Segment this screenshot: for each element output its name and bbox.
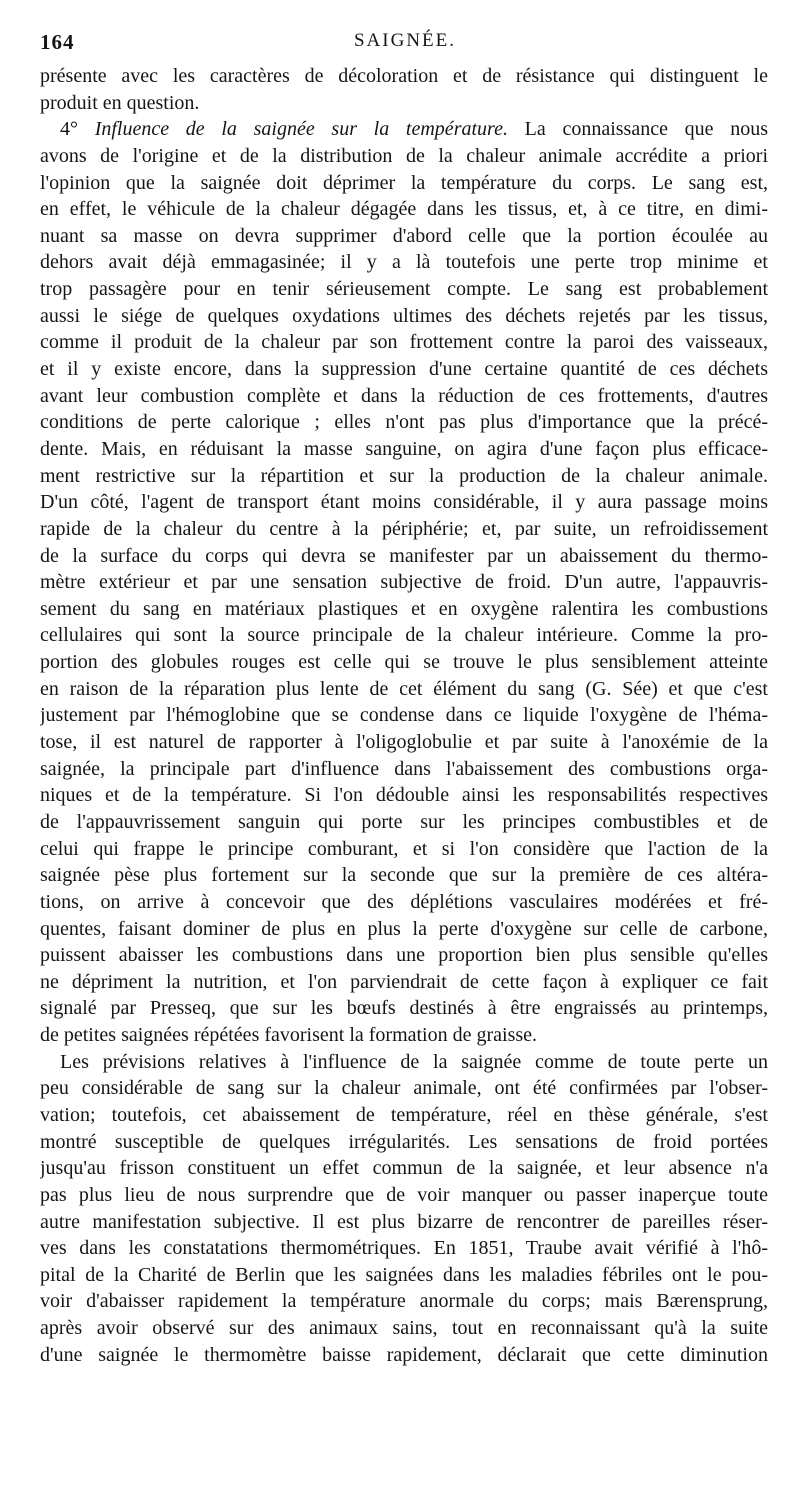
text-line: niques et de la température. Si l'on dédouble ainsi les responsabilités respectives: [40, 784, 768, 807]
section-number: 4°: [60, 118, 78, 141]
text-line: peu considérable de sang sur la chaleur animale, ont été confirmées par l'obser-: [40, 1077, 768, 1100]
text-line: en effet, le véhicule de la chaleur dégagée dans les tissus, et, à ce titre, en dimi-: [40, 198, 768, 221]
page-header: [40, 30, 770, 56]
body-text: [40, 63, 768, 1368]
text-line: jusqu'au frisson constituent un effet commun de la saignée, et leur absence n'a: [40, 1157, 768, 1180]
text-line: rapide de la chaleur du centre à la périphérie; et, par suite, un refroidissement: [40, 517, 768, 540]
text-line: dente. Mais, en réduisant la masse sanguine, on agira d'une façon plus efficace-: [40, 437, 768, 460]
text-line: pital de la Charité de Berlin que les saignées dans les maladies fébriles ont le pou-: [40, 1263, 768, 1286]
text-line: montré susceptible de quelques irrégularités. Les sensations de froid portées: [40, 1130, 768, 1153]
text-line: de l'appauvrissement sanguin qui porte sur les principes combustibles et de: [40, 810, 768, 833]
text-line: produit en question.: [40, 91, 200, 114]
text-line: nuant sa masse on devra supprimer d'abord celle que la portion écoulée au: [40, 224, 768, 247]
text-line: dehors avait déjà emmagasinée; il y a là toutefois une perte trop minime et: [40, 251, 768, 274]
text-line: et il y existe encore, dans la suppression d'une certaine quantité de ces déchets: [40, 358, 768, 381]
text-line: en raison de la réparation plus lente de cet élément du sang (G. Sée) et que c'est: [40, 677, 768, 700]
text-line: présente avec les caractères de décoloration et de résistance qui distinguent le: [40, 65, 768, 87]
section-lead-text: La connaissance que nous: [524, 118, 768, 141]
text-line: ne dépriment la nutrition, et l'on parviendrait de cette façon à expliquer ce fait: [40, 970, 768, 993]
text-line: avant leur combustion complète et dans la réduction de ces frottements, d'autres: [40, 384, 768, 407]
text-line: avons de l'origine et de la distribution de la chaleur animale accrédite a priori: [40, 144, 768, 167]
text-line: d'une saignée le thermomètre baisse rapidement, déclarait que cette diminution: [40, 1343, 768, 1366]
text-line: ves dans les constatations thermométriques. En 1851, Traube avait vérifié à l'hô-: [40, 1237, 768, 1260]
text-line: saignée, la principale part d'influence dans l'abaissement des combustions orga-: [40, 757, 768, 780]
text-line: trop passagère pour en tenir sérieusement compte. Le sang est probablement: [40, 278, 768, 301]
text-line: signalé par Presseq, que sur les bœufs destinés à être engraissés au printemps,: [40, 997, 768, 1020]
text-line: cellulaires qui sont la source principale de la chaleur intérieure. Comme la pro-: [40, 624, 768, 647]
text-line: autre manifestation subjective. Il est plus bizarre de rencontrer de pareilles réser-: [40, 1210, 768, 1233]
text-line: conditions de perte calorique ; elles n'ont pas plus d'importance que la précé-: [40, 411, 768, 434]
section-heading-line: [40, 116, 768, 143]
text-line: D'un côté, l'agent de transport étant moins considérable, il y aura passage moins: [40, 491, 768, 514]
text-line: de la surface du corps qui devra se manifester par un abaissement du thermo-: [40, 544, 768, 567]
running-head: SAIGNÉE.: [353, 30, 457, 51]
text-line: après avoir observé sur des animaux sains, tout en reconnaissant qu'à la suite: [40, 1317, 768, 1340]
text-line: tions, on arrive à concevoir que des déplétions vasculaires modérées et fré-: [40, 890, 768, 913]
text-line: comme il produit de la chaleur par son frottement contre la paroi des vaisseaux,: [40, 331, 768, 354]
text-line: sement du sang en matériaux plastiques et en oxygène ralentira les combustions: [40, 597, 768, 620]
text-line: puissent abaisser les combustions dans une proportion bien plus sensible qu'elles: [40, 944, 768, 967]
text-line: aussi le siége de quelques oxydations ultimes des déchets rejetés par les tissus,: [40, 304, 768, 327]
text-line: mètre extérieur et par une sensation subjective de froid. D'un autre, l'appauvris-: [40, 571, 768, 594]
text-line: justement par l'hémoglobine que se condense dans ce liquide l'oxygène de l'héma-: [40, 704, 768, 727]
text-line: quentes, faisant dominer de plus en plus la perte d'oxygène sur celle de carbone,: [40, 917, 768, 940]
text-line: l'opinion que la saignée doit déprimer la température du corps. Le sang est,: [40, 171, 768, 194]
text-line: tose, il est naturel de rapporter à l'oligoglobulie et par suite à l'anoxémie de la: [40, 731, 768, 754]
page-number: 164: [40, 30, 75, 54]
text-line: de petites saignées répétées favorisent la formation de graisse.: [40, 1024, 538, 1047]
text-line: celui qui frappe le principe comburant, et si l'on considère que l'action de la: [40, 837, 768, 860]
text-line: vation; toutefois, cet abaissement de température, réel en thèse générale, s'est: [40, 1103, 768, 1126]
text-line: ment restrictive sur la répartition et sur la production de la chaleur animale.: [40, 464, 768, 487]
text-line: voir d'abaisser rapidement la température anormale du corps; mais Bærensprung,: [40, 1290, 768, 1313]
text-line: pas plus lieu de nous surprendre que de voir manquer ou passer inaperçue toute: [40, 1183, 768, 1206]
text-line: saignée pèse plus fortement sur la seconde que sur la première de ces altéra-: [40, 864, 768, 887]
text-line: portion des globules rouges est celle qui se trouve le plus sensiblement atteinte: [40, 651, 768, 674]
section-title: Influence de la saignée sur la température.: [94, 118, 508, 141]
text-line: Les prévisions relatives à l'influence de la saignée comme de toute perte un: [60, 1050, 768, 1073]
